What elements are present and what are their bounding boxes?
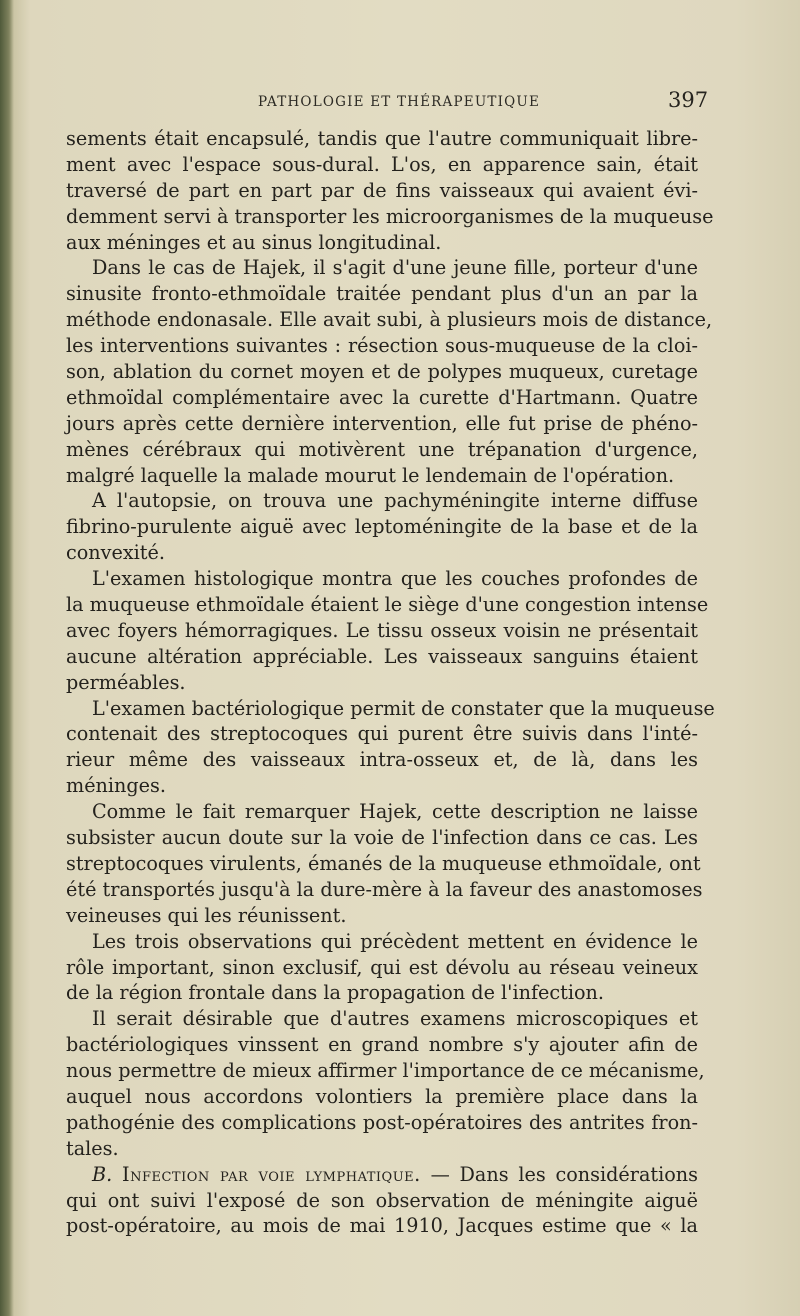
text-line: perméables. — [66, 670, 186, 694]
text-line: sinusite fronto-ethmoïdale traitée pendant plus d'un an par la — [66, 282, 698, 306]
text-line: L'examen histologique montra que les couches profondes de — [92, 567, 698, 591]
text-line: Dans le cas de Hajek, il s'agit d'une jeune fille, porteur d'une — [92, 256, 698, 280]
text-line: auquel nous accordons volontiers la première place dans la — [66, 1084, 698, 1108]
text-line: qui ont suivi l'exposé de son observation de méningite aiguë — [66, 1188, 698, 1212]
text-line: traversé de part en part par de fins vaisseaux qui avaient évi- — [66, 178, 698, 202]
text-line: A l'autopsie, on trouva une pachyméningite interne diffuse — [92, 489, 698, 513]
text-line: les interventions suivantes : résection sous-muqueuse de la cloi- — [66, 334, 698, 358]
text-line: Il serait désirable que d'autres examens microscopiques et — [92, 1007, 698, 1031]
text-line: veineuses qui les réunissent. — [66, 903, 347, 927]
text-line: la muqueuse ethmoïdale étaient le siège d'une congestion intense — [66, 593, 709, 617]
body-text — [66, 126, 715, 1239]
text-line: contenait des streptocoques qui purent être suivis dans l'inté- — [66, 722, 698, 746]
text-line: aux méninges et au sinus longitudinal. — [66, 230, 442, 254]
text-line: méninges. — [66, 774, 166, 798]
text-line: rôle important, sinon exclusif, qui est dévolu au réseau veineux — [66, 955, 698, 979]
text-line: malgré laquelle la malade mourut le lendemain de l'opération. — [66, 463, 675, 487]
section-heading-rest: Dans les considérations — [459, 1162, 698, 1186]
text-line: tales. — [66, 1136, 119, 1160]
text-line: méthode endonasale. Elle avait subi, à plusieurs mois de distance, — [66, 308, 713, 332]
text-line: été transportés jusqu'à la dure-mère à la faveur des anastomoses — [66, 877, 703, 901]
text-line: demment servi à transporter les microorganismes de la muqueuse — [66, 204, 714, 228]
section-letter: B. — [92, 1162, 113, 1186]
text-line: bactériologiques vinssent en grand nombre s'y ajouter afin de — [66, 1033, 698, 1057]
text-line: pathogénie des complications post-opératoires des antrites fron- — [66, 1110, 698, 1134]
text-line: mènes cérébraux qui motivèrent une trépanation d'urgence, — [66, 437, 698, 461]
text-line: post-opératoire, au mois de mai 1910, Jacques estime que « la — [66, 1214, 698, 1238]
text-line: convexité. — [66, 541, 165, 565]
text-line: ment avec l'espace sous-dural. L'os, en apparence sain, était — [66, 152, 698, 176]
text-line: aucune altération appréciable. Les vaisseaux sanguins étaient — [66, 644, 698, 668]
text-line: jours après cette dernière intervention, elle fut prise de phéno- — [66, 411, 698, 435]
text-line: Comme le fait remarquer Hajek, cette description ne laisse — [92, 800, 698, 824]
text-line: ethmoïdal complémentaire avec la curette d'Hartmann. Quatre — [66, 385, 698, 409]
binding-shadow — [0, 0, 14, 1316]
text-line: son, ablation du cornet moyen et de polypes muqueux, curetage — [66, 360, 698, 384]
page-header — [0, 88, 800, 118]
text-line: sements était encapsulé, tandis que l'autre communiquait libre- — [66, 127, 698, 150]
text-line: streptocoques virulents, émanés de la muqueuse ethmoïdale, ont — [66, 851, 701, 875]
text-line: fibrino-purulente aiguë avec leptoméningite de la base et de la — [66, 515, 698, 539]
text-line: rieur même des vaisseaux intra-osseux et, de là, dans les — [66, 748, 698, 772]
text-line: Les trois observations qui précèdent mettent en évidence le — [92, 929, 698, 953]
section-dash: — — [430, 1162, 450, 1186]
section-heading: Infection par voie lymphatique. — [122, 1162, 421, 1186]
text-line: de la région frontale dans la propagation de l'infection. — [66, 981, 604, 1005]
running-head: PATHOLOGIE ET THÉRAPEUTIQUE — [258, 94, 541, 110]
page-number: 397 — [668, 88, 709, 112]
text-line: nous permettre de mieux affirmer l'importance de ce mécanisme, — [66, 1059, 705, 1083]
text-line: L'examen bactériologique permit de constater que la muqueuse — [92, 696, 715, 720]
text-line: avec foyers hémorragiques. Le tissu osseux voisin ne présentait — [66, 618, 698, 642]
text-line: subsister aucun doute sur la voie de l'infection dans ce cas. Les — [66, 826, 698, 850]
section-heading-line — [66, 1162, 698, 1188]
